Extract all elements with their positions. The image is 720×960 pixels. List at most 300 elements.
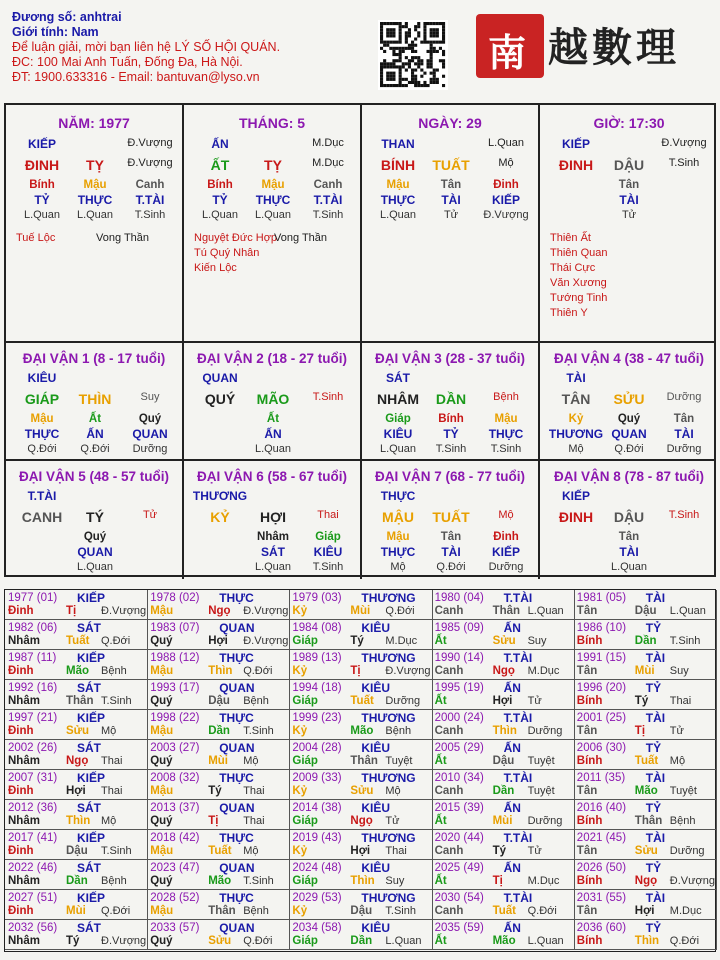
life-stage: L.Quan — [23, 209, 61, 221]
year-branch: Hợi — [634, 905, 655, 917]
year-stem: Nhâm — [8, 935, 40, 947]
ten-god: M.Dục — [312, 137, 344, 149]
year-ten-god: T.TÀI — [503, 891, 533, 905]
year-label: 2000 (24) — [434, 712, 484, 724]
year-ten-god: TỶ — [645, 681, 662, 695]
star-name: Vong Thần — [96, 232, 150, 244]
hidden-stem: Mậu — [261, 179, 285, 191]
year-ten-god: KIẾP — [77, 651, 106, 665]
year-life-stage: Bệnh — [243, 695, 269, 707]
star-name: Văn Xương — [550, 277, 607, 289]
year-branch: Tuất — [634, 755, 659, 767]
ten-god: KIẾP — [561, 137, 590, 151]
year-life-stage: Đ.Vượng — [669, 875, 715, 887]
life-stage: L.Quan — [610, 561, 648, 573]
stem-branch: TỴ — [264, 157, 282, 173]
stem-branch: KỶ — [210, 509, 230, 525]
year-cell — [147, 860, 290, 890]
year-stem: Mậu — [150, 605, 174, 617]
star-name: Tú Quý Nhân — [194, 247, 260, 259]
year-life-stage: Suy — [385, 875, 405, 887]
year-ten-god: SÁT — [77, 621, 101, 635]
year-ten-god: SÁT — [77, 861, 101, 875]
hidden-stem: Giáp — [385, 413, 411, 425]
year-label: 1985 (09) — [434, 622, 484, 634]
year-life-stage: T.Sinh — [669, 635, 701, 647]
hidden-ten-god: THƯƠNG — [548, 427, 604, 441]
year-branch: Thân — [634, 815, 663, 827]
year-label: 1982 (06) — [8, 622, 58, 634]
year-stem: Tân — [576, 605, 598, 617]
pillar-2 — [184, 105, 362, 343]
year-cell — [574, 860, 717, 890]
hidden-ten-god: QUAN — [132, 427, 168, 441]
major-luck-title: ĐẠI VẬN 2 (18 - 27 tuổi) — [196, 351, 348, 366]
year-stem: Đinh — [8, 725, 34, 737]
year-label: 2025 (49) — [434, 862, 484, 874]
hidden-ten-god: TÀI — [441, 193, 461, 207]
life-stage: T.Sinh — [312, 561, 344, 573]
stem-branch: T.Sinh — [668, 157, 700, 169]
stem-branch: Tử — [142, 509, 158, 521]
year-stem: Nhâm — [8, 875, 40, 887]
year-branch: Mão — [66, 665, 89, 677]
major-luck-title: ĐẠI VẬN 6 (58 - 67 tuổi) — [196, 469, 348, 484]
year-branch: Tị — [208, 815, 219, 827]
star-name: Thiên Quan — [550, 247, 608, 259]
year-life-stage: Tử — [527, 845, 542, 857]
year-life-stage: Tuyệt — [669, 785, 697, 797]
year-label: 1988 (12) — [150, 652, 200, 664]
year-ten-god: SÁT — [77, 741, 101, 755]
hidden-ten-god: TÀI — [619, 193, 639, 207]
stem-branch: TÂN — [561, 391, 591, 407]
year-stem: Bính — [576, 935, 603, 947]
year-life-stage: Thai — [101, 785, 123, 797]
year-label: 1993 (17) — [150, 682, 200, 694]
year-stem: Mậu — [150, 905, 174, 917]
star-name: Thiên Ất — [550, 232, 591, 244]
year-stem: Mậu — [150, 725, 174, 737]
hidden-ten-god: TỶ — [34, 193, 50, 207]
major-luck-title: ĐẠI VẬN 3 (28 - 37 tuổi) — [374, 351, 526, 366]
year-cell — [289, 680, 432, 710]
major-luck-4 — [540, 343, 718, 461]
year-life-stage: Q.Đới — [243, 935, 273, 947]
year-ten-god: SÁT — [77, 681, 101, 695]
stem-branch: HỢI — [260, 509, 286, 525]
ten-god: TÀI — [566, 371, 586, 385]
year-cell — [289, 770, 432, 800]
year-branch: Hợi — [66, 785, 86, 797]
year-label: 2027 (51) — [8, 892, 58, 904]
life-stage: Q.Đới — [80, 443, 110, 455]
year-life-stage: T.Sinh — [101, 845, 132, 857]
year-stem: Kỷ — [292, 845, 308, 857]
life-stage: T.Sinh — [490, 443, 522, 455]
year-life-stage: Đ.Vượng — [243, 635, 289, 647]
year-ten-god: TÀI — [645, 711, 666, 725]
hidden-stem: Tân — [618, 179, 640, 191]
year-label: 2010 (34) — [434, 772, 484, 784]
year-stem: Canh — [434, 725, 464, 737]
year-stem: Canh — [434, 605, 464, 617]
stem-branch: ẤT — [210, 157, 230, 173]
year-branch: Mùi — [350, 605, 371, 617]
year-branch: Thìn — [634, 935, 660, 947]
year-ten-god: QUAN — [219, 921, 255, 935]
ten-god: ẤN — [211, 137, 229, 151]
year-cell — [5, 710, 148, 740]
hidden-ten-god: SÁT — [261, 545, 285, 559]
year-life-stage: Q.Đới — [101, 635, 131, 647]
hidden-ten-god: THỰC — [380, 545, 416, 559]
hidden-ten-god: THỰC — [24, 427, 60, 441]
year-stem: Canh — [434, 665, 464, 677]
life-stage: Dưỡng — [666, 443, 702, 455]
pillar-title: NĂM: 1977 — [58, 115, 130, 131]
year-cell — [289, 590, 432, 620]
year-stem: Kỷ — [292, 905, 308, 917]
year-cell — [574, 830, 717, 860]
year-label: 1991 (15) — [576, 652, 627, 664]
year-cell — [289, 650, 432, 680]
stem-branch: Suy — [140, 391, 160, 403]
year-life-stage: Dưỡng — [527, 815, 563, 827]
year-branch: Sửu — [350, 785, 374, 797]
year-label: 2009 (33) — [292, 772, 342, 784]
year-branch: Ngọ — [634, 875, 658, 887]
major-luck-title: ĐẠI VẬN 5 (48 - 57 tuổi) — [18, 469, 170, 484]
year-life-stage: Suy — [527, 635, 547, 647]
year-ten-god: KIÊU — [361, 801, 391, 815]
year-ten-god: QUAN — [219, 861, 255, 875]
stem-branch: Thai — [317, 509, 339, 521]
hidden-stem: Giáp — [315, 531, 341, 543]
year-stem: Giáp — [292, 875, 318, 887]
year-cell — [147, 830, 290, 860]
year-ten-god: TỶ — [645, 741, 662, 755]
year-life-stage: Q.Đới — [385, 605, 415, 617]
life-stage: Q.Đới — [27, 443, 57, 455]
year-label: 2033 (57) — [150, 922, 200, 934]
year-stem: Bính — [576, 695, 603, 707]
year-cell — [5, 770, 148, 800]
year-branch: Mão — [634, 785, 658, 797]
year-branch: Tuất — [350, 695, 374, 707]
year-stem: Tân — [576, 725, 598, 737]
year-ten-god: ẤN — [503, 861, 521, 875]
year-ten-god: SÁT — [77, 921, 101, 935]
year-stem: Quý — [150, 815, 173, 827]
year-stem: Quý — [150, 755, 173, 767]
year-cell — [147, 590, 290, 620]
life-stage: L.Quan — [379, 209, 417, 221]
ten-god: THƯƠNG — [192, 489, 248, 503]
year-stem: Tân — [576, 665, 598, 677]
life-stage: Đ.Vượng — [483, 209, 529, 221]
year-ten-god: KIÊU — [361, 741, 391, 755]
life-stage: Q.Đới — [614, 443, 644, 455]
year-life-stage: Đ.Vượng — [385, 665, 431, 677]
year-label: 2007 (31) — [8, 772, 58, 784]
hidden-stem: Nhâm — [257, 531, 289, 543]
life-stage: Mộ — [390, 561, 406, 573]
year-life-stage: Đ.Vượng — [243, 605, 289, 617]
year-ten-god: ẤN — [503, 741, 521, 755]
year-life-stage: L.Quan — [385, 935, 422, 947]
year-cell — [5, 830, 148, 860]
year-cell — [147, 800, 290, 830]
stem-branch: Mộ — [498, 157, 514, 169]
yearly-luck-grid — [4, 589, 716, 952]
year-label: 2031 (55) — [576, 892, 627, 904]
year-branch: Ngọ — [492, 665, 515, 677]
year-branch: Sửu — [634, 845, 658, 857]
stem-branch: MẬU — [382, 509, 414, 525]
year-ten-god: KIẾP — [77, 771, 106, 785]
year-stem: Ất — [434, 755, 447, 767]
year-label: 2021 (45) — [576, 832, 627, 844]
year-life-stage: Mộ — [101, 815, 117, 827]
year-stem: Đinh — [8, 785, 34, 797]
ten-god: KIÊU — [27, 371, 57, 385]
year-stem: Canh — [434, 905, 464, 917]
year-stem: Kỷ — [292, 665, 308, 677]
year-branch: Thìn — [66, 815, 91, 827]
year-branch: Tị — [66, 605, 77, 617]
year-label: 1989 (13) — [292, 652, 342, 664]
year-branch: Dần — [492, 785, 515, 797]
year-branch: Thìn — [492, 725, 517, 737]
year-ten-god: THỰC — [219, 771, 254, 785]
hidden-stem: Bính — [438, 413, 464, 425]
year-life-stage: Thai — [101, 755, 123, 767]
star-name: Kiến Lộc — [194, 262, 237, 274]
year-life-stage: Bệnh — [669, 815, 696, 827]
year-cell — [147, 890, 290, 920]
year-life-stage: Bệnh — [243, 905, 269, 917]
year-life-stage: Mộ — [101, 725, 117, 737]
year-ten-god: TÀI — [645, 591, 666, 605]
year-branch: Sửu — [208, 935, 232, 947]
year-label: 2020 (44) — [434, 832, 484, 844]
year-ten-god: THƯƠNG — [361, 891, 416, 905]
year-ten-god: T.TÀI — [503, 831, 533, 845]
hidden-stem: Tân — [440, 531, 462, 543]
star-name: Nguyệt Đức Hợp — [194, 232, 278, 244]
year-cell — [432, 860, 575, 890]
bazi-chart — [4, 103, 716, 577]
hidden-stem: Đinh — [493, 531, 519, 543]
life-stage: L.Quan — [254, 209, 292, 221]
year-label: 2017 (41) — [8, 832, 58, 844]
year-branch: Hợi — [492, 695, 513, 707]
hidden-stem: Quý — [83, 531, 107, 543]
year-ten-god: ẤN — [503, 801, 521, 815]
year-stem: Bính — [576, 755, 603, 767]
year-stem: Đinh — [8, 905, 34, 917]
year-cell — [147, 710, 290, 740]
header-line: Đương số: anhtrai — [12, 10, 122, 24]
year-cell — [432, 920, 575, 950]
year-label: 2015 (39) — [434, 802, 484, 814]
year-label: 1990 (14) — [434, 652, 484, 664]
major-luck-row — [6, 341, 714, 461]
year-life-stage: Suy — [669, 665, 689, 677]
year-stem: Giáp — [292, 695, 318, 707]
year-label: 2032 (56) — [8, 922, 58, 934]
year-ten-god: T.TÀI — [503, 771, 533, 785]
major-luck-6 — [184, 461, 362, 579]
life-stage: L.Quan — [76, 561, 114, 573]
ten-god: THAN — [381, 137, 415, 151]
year-cell — [289, 620, 432, 650]
hidden-ten-god: THỰC — [380, 193, 416, 207]
life-stage: Mộ — [568, 443, 584, 455]
year-ten-god: KIÊU — [361, 681, 391, 695]
year-life-stage: Đ.Vượng — [101, 935, 147, 947]
pillar-title: THÁNG: 5 — [238, 115, 306, 131]
year-cell — [574, 890, 717, 920]
year-branch: Dần — [350, 935, 373, 947]
stem-branch: DẬU — [613, 157, 645, 173]
hidden-stem: Quý — [617, 413, 641, 425]
stem-branch: QUÝ — [204, 391, 236, 407]
year-cell — [289, 920, 432, 950]
hidden-ten-god: KIẾP — [491, 193, 520, 207]
stem-branch: ĐINH — [558, 157, 594, 173]
year-stem: Quý — [150, 695, 173, 707]
year-cell — [5, 590, 148, 620]
year-stem: Bính — [576, 635, 603, 647]
year-stem: Ất — [434, 815, 447, 827]
hidden-ten-god: TÀI — [619, 545, 639, 559]
year-label: 1992 (16) — [8, 682, 58, 694]
stem-branch: T.Sinh — [668, 509, 700, 521]
stem-branch: SỬU — [613, 391, 645, 407]
hidden-stem: Mậu — [386, 531, 410, 543]
major-luck-1 — [6, 343, 184, 461]
year-life-stage: Tuyệt — [527, 755, 555, 767]
year-ten-god: THƯƠNG — [361, 831, 416, 845]
life-stage: Dưỡng — [132, 443, 168, 455]
stem-branch: TÝ — [86, 509, 104, 525]
hidden-stem: Canh — [135, 179, 165, 191]
hidden-ten-god: ẤN — [86, 427, 104, 441]
year-life-stage: Thai — [385, 845, 407, 857]
year-branch: Tý — [350, 635, 364, 647]
year-ten-god: TỶ — [645, 621, 662, 635]
year-label: 1979 (03) — [292, 592, 342, 604]
major-luck-3 — [362, 343, 540, 461]
year-cell — [432, 710, 575, 740]
stem-branch: Bệnh — [493, 391, 519, 403]
stem-branch: DẬU — [613, 509, 645, 525]
hidden-stem: Mậu — [386, 179, 410, 191]
hidden-ten-god: T.TÀI — [135, 193, 165, 207]
star-name: Thiên Y — [550, 307, 588, 319]
life-stage: L.Quan — [254, 561, 292, 573]
life-stage: L.Quan — [201, 209, 239, 221]
year-branch: Hợi — [350, 845, 371, 857]
hidden-stem: Ất — [266, 413, 280, 425]
major-luck-title: ĐẠI VẬN 7 (68 - 77 tuổi) — [374, 469, 526, 484]
year-label: 2036 (60) — [576, 922, 627, 934]
logo-seal — [476, 14, 544, 78]
year-label: 2014 (38) — [292, 802, 342, 814]
year-label: 2001 (25) — [576, 712, 627, 724]
year-label: 2034 (58) — [292, 922, 342, 934]
year-ten-god: TÀI — [645, 651, 666, 665]
year-stem: Mậu — [150, 845, 174, 857]
year-branch: Dậu — [492, 755, 515, 767]
year-life-stage: Mộ — [385, 785, 401, 797]
year-ten-god: TỶ — [645, 861, 662, 875]
year-branch: Mùi — [66, 905, 86, 917]
year-ten-god: T.TÀI — [503, 711, 533, 725]
year-branch: Sửu — [492, 635, 516, 647]
year-ten-god: TÀI — [645, 891, 666, 905]
major-luck-title: ĐẠI VẬN 4 (38 - 47 tuổi) — [553, 351, 705, 366]
stem-branch: Dưỡng — [666, 391, 702, 403]
year-cell — [432, 590, 575, 620]
year-cell — [5, 680, 148, 710]
year-branch: Thân — [350, 755, 378, 767]
year-stem: Tân — [576, 905, 598, 917]
major-luck-8 — [540, 461, 718, 579]
year-life-stage: Thai — [243, 815, 265, 827]
year-life-stage: Bệnh — [101, 665, 127, 677]
year-label: 2003 (27) — [150, 742, 200, 754]
year-cell — [574, 710, 717, 740]
year-ten-god: KIẾP — [77, 711, 106, 725]
year-label: 1977 (01) — [8, 592, 58, 604]
year-stem: Bính — [576, 815, 603, 827]
year-branch: Dậu — [66, 845, 88, 857]
logo-seal-char: 南 — [488, 30, 527, 75]
hidden-ten-god: KIÊU — [313, 545, 343, 559]
hidden-ten-god: TỶ — [443, 427, 459, 441]
year-life-stage: Tử — [385, 815, 400, 827]
year-label: 1998 (22) — [150, 712, 200, 724]
year-stem: Đinh — [8, 845, 34, 857]
year-cell — [432, 830, 575, 860]
year-ten-god: T.TÀI — [503, 651, 533, 665]
hidden-stem: Tân — [440, 179, 462, 191]
year-cell — [5, 860, 148, 890]
life-stage: L.Quan — [76, 209, 114, 221]
year-life-stage: Tuyệt — [385, 755, 413, 767]
year-branch: Thân — [208, 905, 236, 917]
hidden-ten-god: T.TÀI — [313, 193, 343, 207]
hidden-ten-god: QUAN — [611, 427, 647, 441]
major-luck-row — [6, 459, 714, 579]
year-stem: Kỷ — [292, 785, 308, 797]
pillar-4 — [540, 105, 718, 343]
year-life-stage: M.Dục — [527, 665, 560, 677]
year-branch: Hợi — [208, 635, 228, 647]
year-ten-god: THỰC — [219, 891, 254, 905]
stem-branch: GIÁP — [24, 391, 60, 407]
hidden-stem: Ất — [88, 413, 102, 425]
year-ten-god: THƯƠNG — [361, 591, 416, 605]
year-cell — [5, 800, 148, 830]
year-ten-god: TÀI — [645, 771, 666, 785]
year-life-stage: T.Sinh — [101, 695, 132, 707]
header — [12, 10, 352, 85]
year-cell — [147, 680, 290, 710]
